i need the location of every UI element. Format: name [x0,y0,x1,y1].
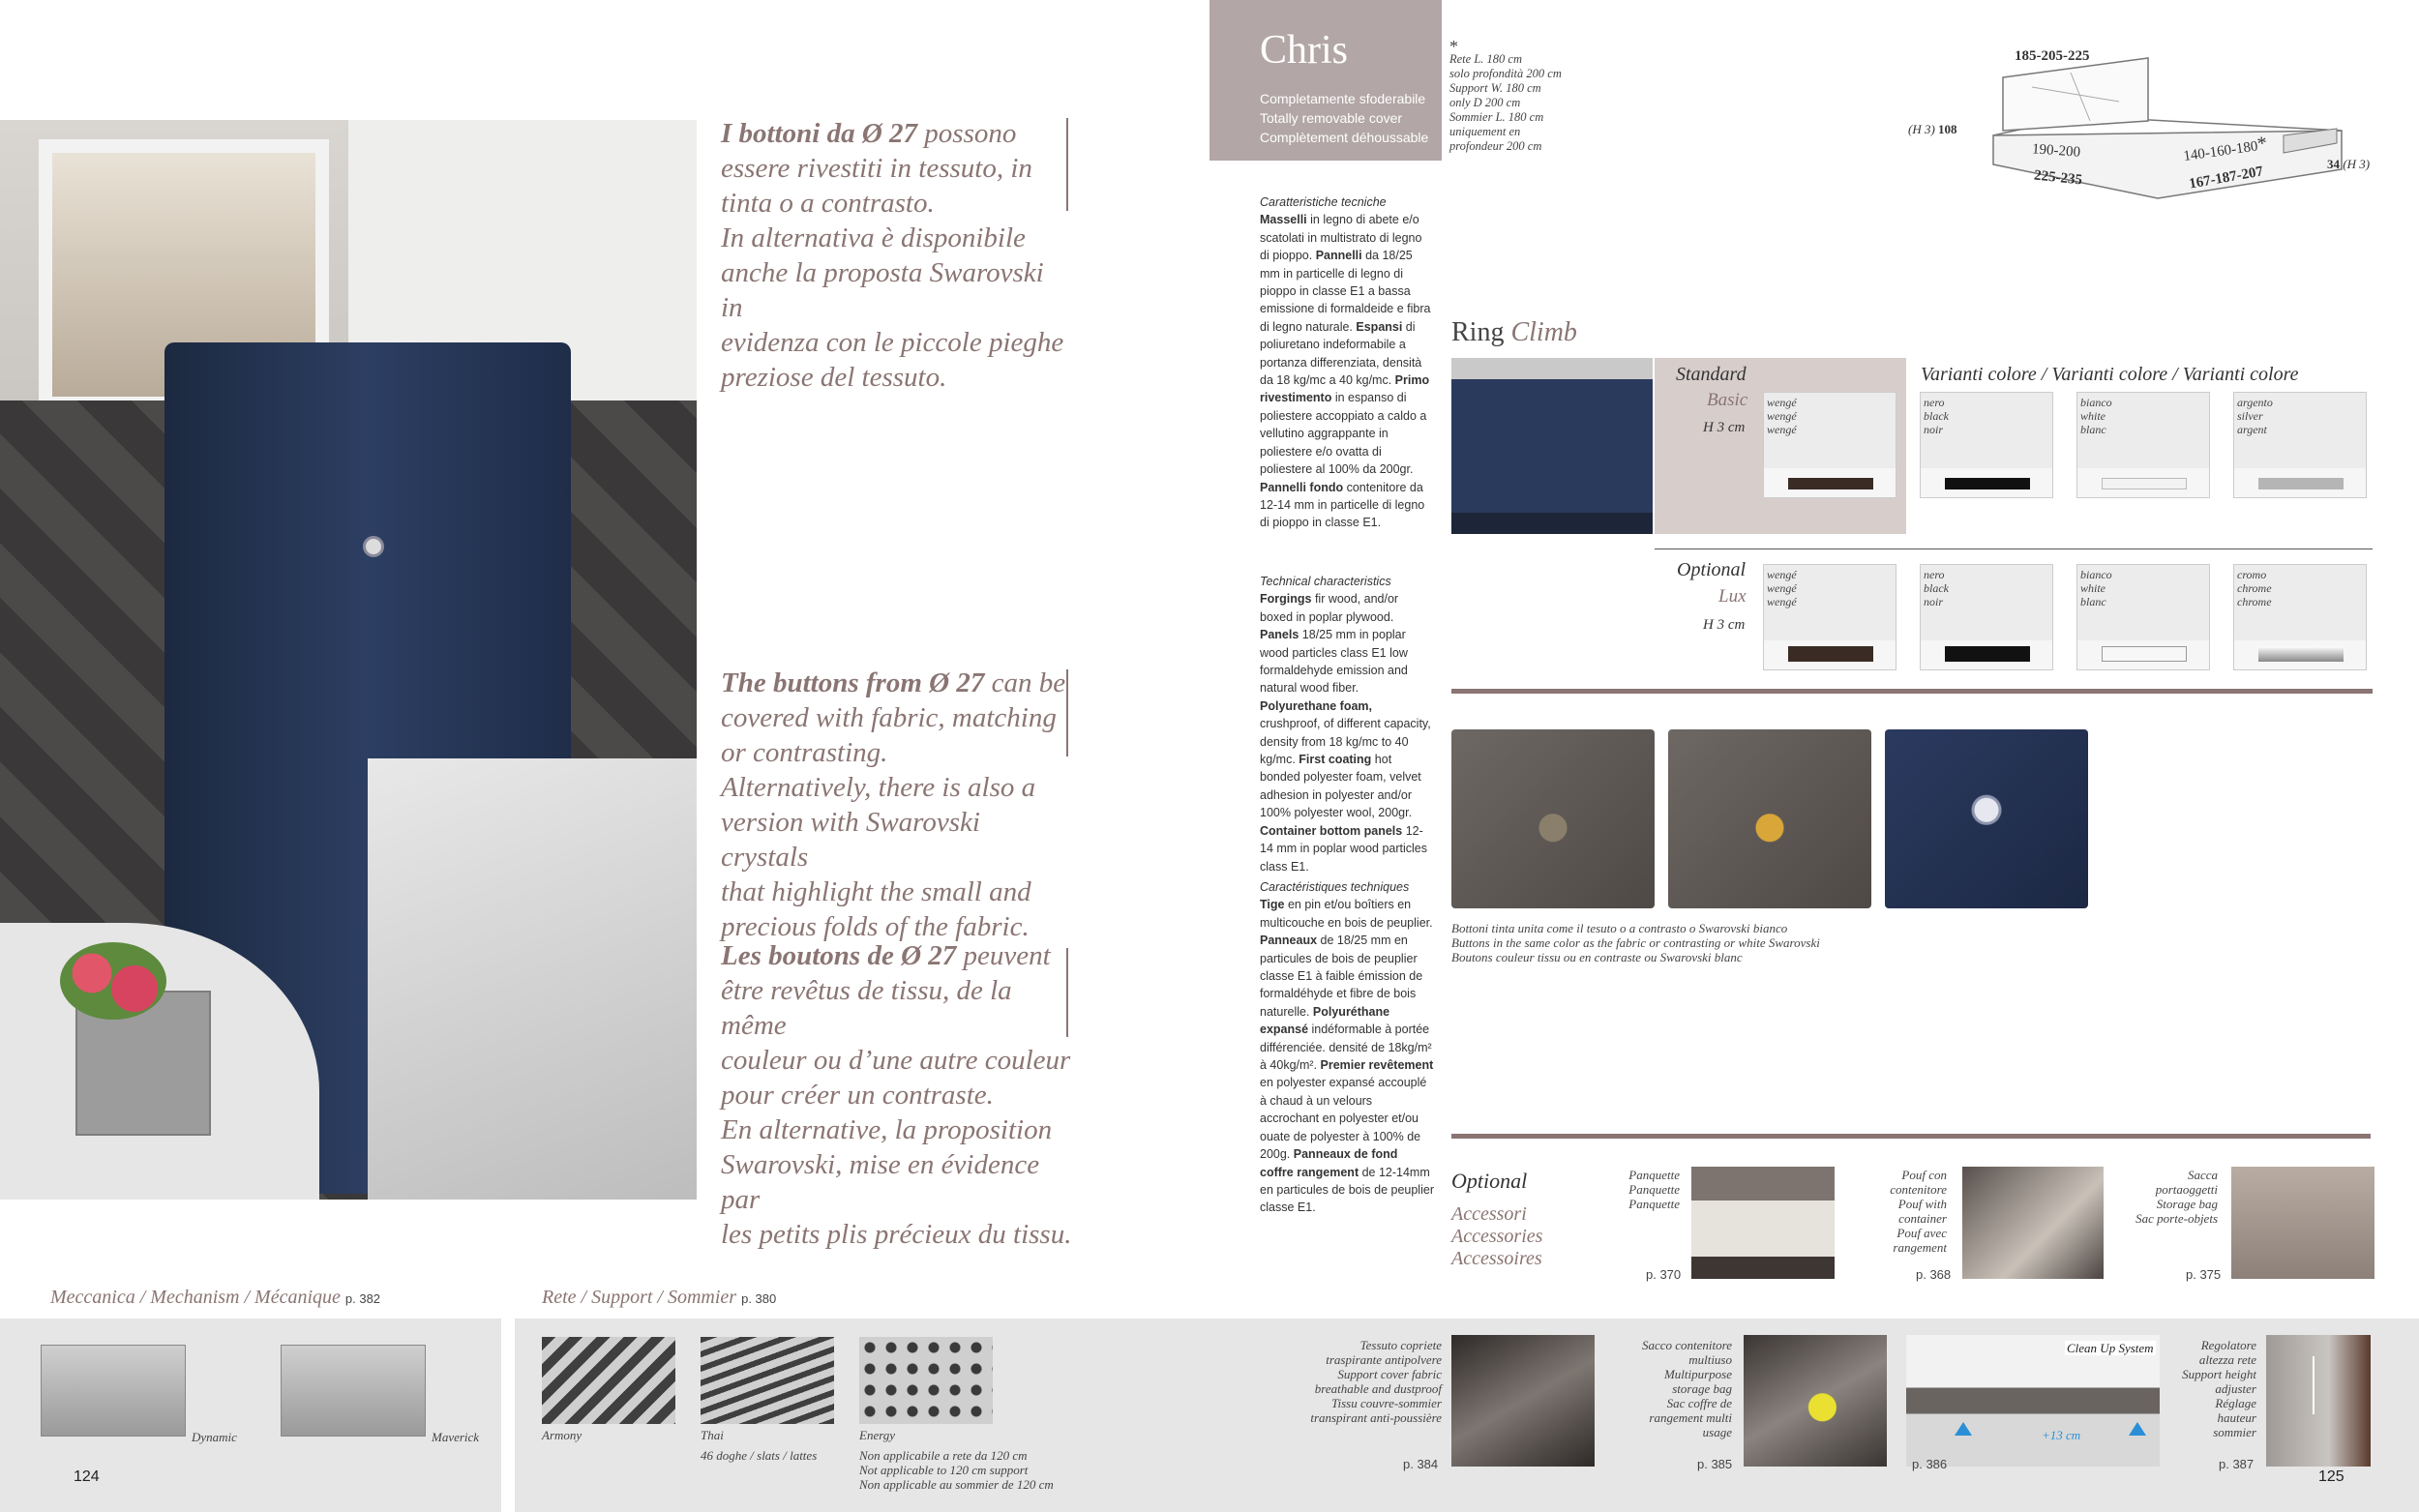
support-thai-image [701,1337,834,1424]
accessory-pouf-image [1962,1167,2104,1279]
dim-height: (H 3) 108 [1908,122,1957,136]
section-rule [1451,689,2373,694]
accessory-bag-page: p. 375 [2186,1267,2222,1282]
swatch-label: cromo chrome chrome [2237,568,2272,608]
up-arrow-icon [1955,1422,1972,1436]
accessories-sub: Accessori Accessories Accessoires [1451,1203,1543,1269]
divider-line [1655,548,2373,549]
accessory-pouf-text: Pouf con contenitore Pouf with container Pouf avec rangement [1890,1168,1947,1255]
page-number-right: 125 [2318,1468,2344,1485]
dim-width: 185-205-225 [2015,48,2090,64]
standard-sub: Basic [1707,390,1748,410]
support-armony-label: Armony [542,1428,582,1442]
accessories-label: Optional [1451,1169,1528,1193]
optional-lux-label: Optional [1677,559,1747,580]
button-fabric-swatch [1451,729,1655,908]
dim-inner-small: 190-200 [2031,141,2081,161]
mechanism-maverick-image [281,1345,426,1437]
accessory-pouf-page: p. 368 [1916,1267,1952,1282]
mechanism-dynamic-label: Dynamic [192,1430,237,1444]
bed-dimension-drawing [1896,29,2380,203]
ring-climb-title: Ring Climb [1451,317,1577,347]
variants-title: Varianti colore / Varianti colore / Varianti colore [1921,364,2299,385]
feature-storage-text: Sacco contenitore multiuso Multipurpose storage bag Sac coffre de rangement multi usage [1641,1338,1732,1439]
quote-english: The buttons from Ø 27 can be covered with fabric, matching or contrasting. Alternatively, there is also a version with Swarovski crystals that highlight the small and precious folds of the fabric. [721,667,1066,942]
tech-french: Caractéristiques techniques Tige en pin et/ou boîtiers en multicouche en bois de peuplier. Panneaux de 18/25 mm en particules de bois de peuplier classe E1 à faible émission de formaldéhyde et fibre de bois naturelle. Polyuréthane expansé indéformable à portée différenciée. densité de 18kg/m² à 40kg/m². Premier revêtement en polyester expansé accouplé à chaud à un velours accrochant en polyester et/ou ouate de polyester à 100% de 200g. Panneaux de fond coffre rangement de 12-14mm en particules de bois de peuplier classe E1. [1260,880,1434,1215]
feature-height-page: p. 387 [2219,1457,2255,1471]
divider-bar [1066,118,1068,211]
support-energy-image [859,1337,993,1424]
dim-side: 34 (H 3) [2327,157,2371,171]
tech-english: Technical characteristics Forgings fir wood, and/or boxed in poplar plywood. Panels 18/25 mm in poplar wood particles class E1 low formaldehyde emission and natural wood fiber. Polyurethane foam, crushproof, of different capacity, density from 18 kg/mc to 40 kg/mc. First coating hot bonded polyester foam, velvet adhesion in polyester and/or 100% polyester wool, 200gr. Container bottom panels 12-14 mm in poplar wood particles class E1. [1260,575,1431,874]
tech-italian: Caratteristiche tecniche Masselli in legno di abete e/o scatolati in multistrato di legno di pioppo. Pannelli da 18/25 mm in particelle di legno di pioppo in classe E1 a bassa emissione di formaldeide e fibra di legno naturale. Espansi di poliuretano indeformabile a portanza differenziata, densità da 18 kg/mc a 40 kg/mc. Primo rivestimento in espanso di poliestere accoppiato a caldo a vellutino aggrappante in poliestere e/o ovatta di poliestere al 100% da 200gr. Pannelli fondo contenitore da 12-14 mm in particelle di legno di pioppo in classe E1. [1260,195,1431,530]
feature-cleanup-page: p. 386 [1912,1457,1948,1471]
support-thai-label: Thai 46 doghe / slats / lattes [701,1428,818,1463]
star-note: * Rete L. 180 cm solo profondità 200 cm Support W. 180 cm only D 200 cm Sommier L. 180 cm uniquement en profondeur 200 cm [1449,37,1562,153]
divider-bar [1066,669,1068,756]
accessory-bag-text: Sacca portaoggetti Storage bag Sac porte-objets [2135,1168,2218,1226]
feature-cleanup-tag: +13 cm [2042,1428,2081,1442]
section-rule [1451,1134,2371,1139]
feature-height-image [2266,1335,2371,1467]
mechanism-dynamic-image [41,1345,186,1437]
swatch-label: nero black noir [1924,568,1949,608]
swatch-label: bianco white blanc [2080,568,2112,608]
swatch-label: argento silver argent [2237,396,2273,436]
mechanism-maverick-label: Maverick [432,1430,480,1444]
dim-outer-width: 167-187-207 [2188,163,2265,193]
standard-label: Standard [1676,364,1747,385]
accessory-bag-image [2231,1167,2374,1279]
button-contrast-swatch [1668,729,1871,908]
swatch-label: nero black noir [1924,396,1949,436]
feature-cleanup-label: Clean Up System [2067,1341,2154,1355]
dim-inner-width: 140-160-180* [2182,133,2269,164]
optional-lux-height: H 3 cm [1703,617,1746,633]
feature-storage-page: p. 385 [1697,1457,1733,1471]
accessory-panquette-page: p. 370 [1646,1267,1682,1282]
product-header-box [1210,0,1442,161]
feature-storage-image [1744,1335,1887,1467]
divider-bar [1066,948,1068,1037]
quote-french: Les boutons de Ø 27 peuvent être revêtus de tissu, de la même couleur ou d’une autre couleur pour créer un contraste. En alternative, la proposition Swarovski, mise en évidence par les petits plis précieux du tissu. [721,940,1072,1250]
button-swarovski-swatch [1885,729,2088,908]
swatch-label: wengé wengé wengé [1767,568,1797,608]
buttons-caption: Bottoni tinta unita come il tesuto o a contrasto o Swarovski bianco Buttons in the same color as the fabric or contrasting or white Swarovski Boutons couleur tissu ou en contraste ou Swarovski blanc [1451,921,1820,964]
vertical-arrow-icon [2313,1356,2314,1414]
optional-lux-sub: Lux [1718,586,1747,607]
up-arrow-icon [2129,1422,2146,1436]
feature-cover-image [1451,1335,1595,1467]
support-energy-label: Energy Non applicabile a rete da 120 cm Not applicable to 120 cm support Non applicable au sommier de 120 cm [859,1428,1054,1492]
standard-height: H 3 cm [1703,420,1746,435]
swatch-label: bianco white blanc [2080,396,2112,436]
flowers-image [60,942,166,1020]
product-subtitles: Completamente sfoderabile Totally removable cover Complètement déhoussable [1260,91,1429,145]
bed-photo [0,120,697,1200]
mechanism-title: Meccanica / Mechanism / Mécanique p. 382 [50,1287,381,1308]
dim-outer-length: 225-235 [2033,167,2083,189]
feature-height-text: Regolatore altezza rete Support height adjuster Réglage hauteur sommier [2182,1338,2256,1439]
accessory-panquette-text: Panquette Panquette Panquette [1628,1168,1680,1211]
feature-cover-page: p. 384 [1403,1457,1439,1471]
product-title: Chris [1260,28,1349,73]
feature-cover-text: Tessuto copriete traspirante antipolvere Support cover fabric breathable and dustproof Tissu couvre-sommier transpirant anti-poussière [1310,1338,1442,1425]
page-number-left: 124 [74,1468,100,1485]
ring-climb-photo [1451,358,1653,534]
accessory-panquette-image [1691,1167,1835,1279]
support-title: Rete / Support / Sommier p. 380 [542,1287,777,1308]
quote-italian: I bottoni da Ø 27 possono essere rivestiti in tessuto, in tinta o a contrasto. In alternativa è disponibile anche la proposta Swarovski in evidenza con le piccole pieghe preziose del tessuto. [721,118,1064,393]
swarovski-button-image [363,536,384,557]
support-armony-image [542,1337,675,1424]
swatch-label: wengé wengé wengé [1767,396,1797,436]
